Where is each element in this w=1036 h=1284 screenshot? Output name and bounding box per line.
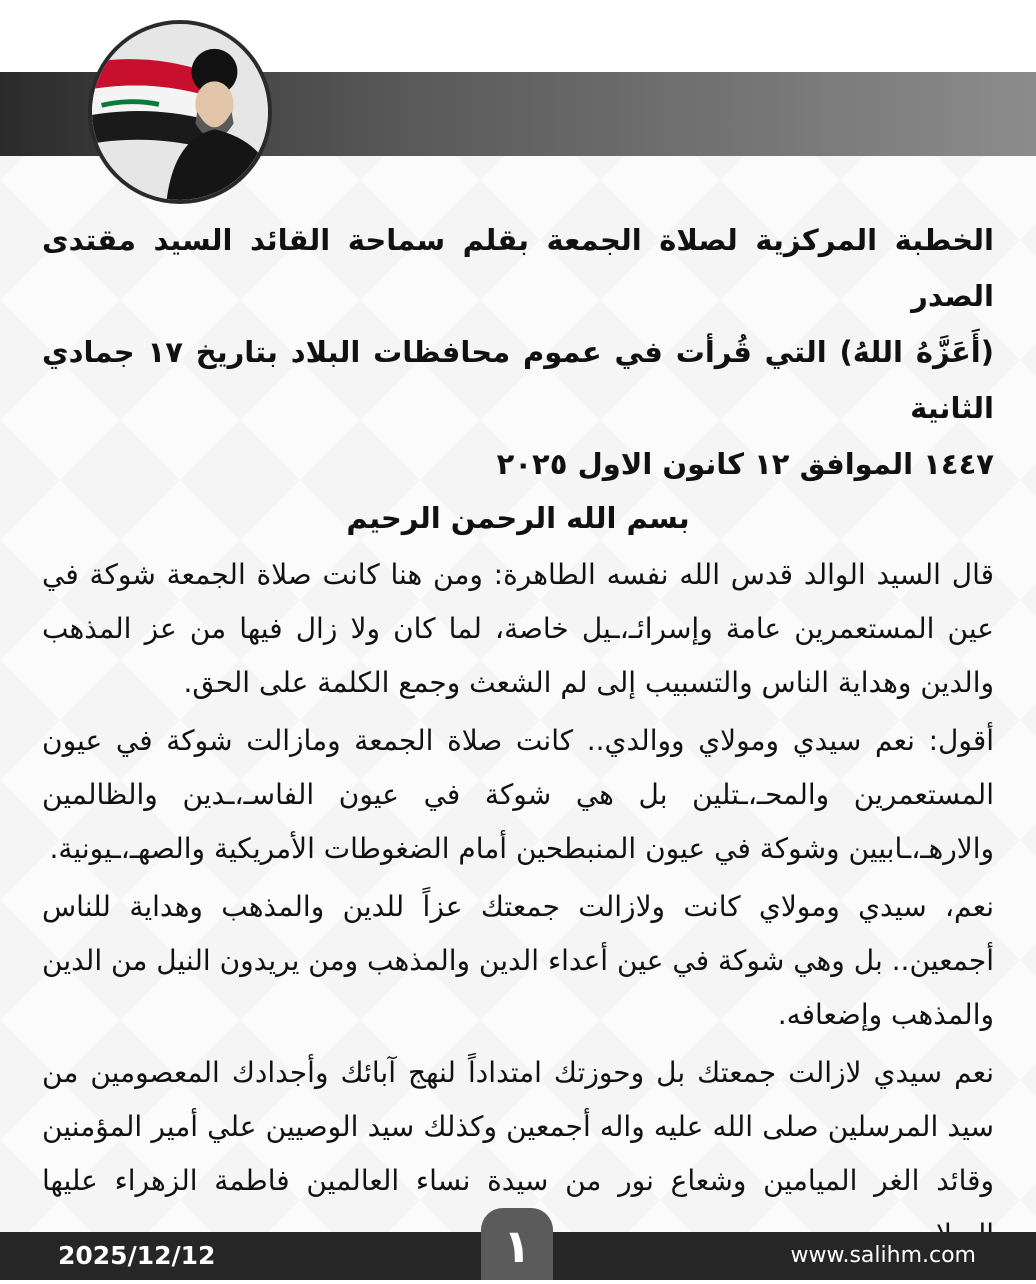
paragraph: أقول: نعم سيدي ومولاي ووالدي.. كانت صلاة الجمعة ومازالت شوكة في عيون المستعمرين والمحـ،ـتلين بل هي شوكة في عيون الفاسـ،ـدين والظالمين والارهـ،ـابيين وشوكة في عيون المنبطحين أمام الضغوطات الأمريكية والصهـ،ـيونية.	[42, 724, 994, 865]
title-line: الخطبة المركزية لصلاة الجمعة بقلم سماحة القائد السيد مقتدى الصدر	[42, 223, 994, 313]
portrait-flag-icon	[92, 24, 268, 200]
paragraph: قال السيد الوالد قدس الله نفسه الطاهرة: ومن هنا كانت صلاة الجمعة شوكة في عين المستعمرين عامة وإسرائـ،ـيل خاصة، لما كان ولا زال فيها من عز المذهب والدين وهداية الناس والتسبيب إلى لم الشعث وجمع الكلمة على الحق.	[42, 558, 994, 699]
title-line: ١٤٤٧ الموافق ١٢ كانون الاول ٢٠٢٥	[496, 447, 994, 481]
basmala: بسم الله الرحمن الرحيم	[346, 501, 690, 535]
footer-website-link[interactable]: www.salihm.com	[790, 1243, 976, 1268]
portrait-image	[88, 20, 272, 204]
footer-date: 2025/12/12	[58, 1241, 216, 1270]
page-number: ١	[481, 1208, 553, 1280]
paragraph: نعم سيدي لازالت جمعتك بل وحوزتك امتداداً لنهج آبائك وأجدادك المعصومين من سيد المرسلين صلى الله عليه واله أجمعين وكذلك سيد الوصيين علي أمير المؤمنين وقائد الغر الميامين وشعاع نور من سيدة نساء العالمين فاطمة الزهراء عليها	[42, 1056, 994, 1197]
paragraph: نعم، سيدي ومولاي كانت ولازالت جمعتك عزاً للدين والمذهب وهداية للناس أجمعين.. بل وهي شوكة في عين أعداء الدين والمذهب ومن يريدون النيل من الدين والمذهب وإضعافه.	[42, 890, 994, 1031]
article-title	[42, 212, 994, 492]
title-line: (أَعَزَّهُ اللهُ) التي قُرأت في عموم محافظات البلاد بتاريخ ١٧ جمادي الثانية	[42, 335, 995, 425]
article-content	[42, 212, 994, 1262]
